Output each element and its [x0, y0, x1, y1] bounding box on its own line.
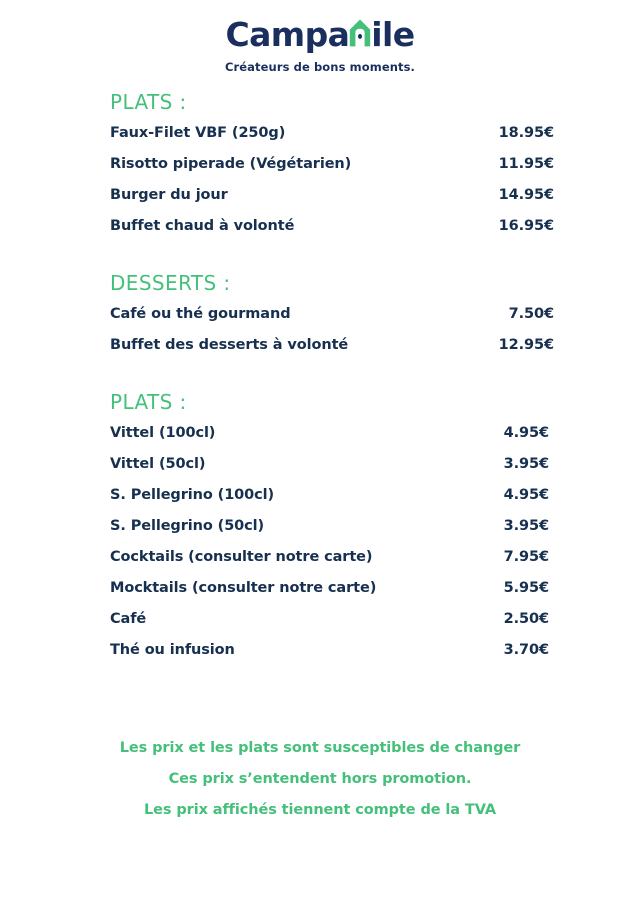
menu-item-row	[110, 642, 554, 673]
menu-item-row	[110, 580, 554, 611]
menu-item-name: Thé ou infusion	[110, 642, 235, 658]
menu-item-name: S. Pellegrino (50cl)	[110, 518, 265, 534]
footer-disclaimer	[0, 733, 640, 826]
menu-item-name: Mocktails (consulter notre carte)	[110, 580, 377, 596]
logo-tagline: Créateurs de bons moments.	[224, 60, 416, 74]
menu-item-row	[110, 456, 554, 487]
menu-sections	[0, 90, 640, 673]
menu-item-price: 7.50€	[508, 306, 554, 322]
menu-item-row	[110, 156, 554, 187]
menu-item-price: 12.95€	[498, 337, 554, 353]
menu-item-name: Café	[110, 611, 147, 627]
menu-section-drinks	[110, 390, 554, 673]
menu-item-price: 3.95€	[503, 518, 549, 534]
menu-item-price: 4.95€	[503, 425, 549, 441]
menu-item-row	[110, 425, 554, 456]
menu-item-price: 4.95€	[503, 487, 549, 503]
menu-item-price: 18.95€	[498, 125, 554, 141]
section-title: PLATS :	[110, 390, 187, 414]
menu-item-row	[110, 549, 554, 580]
menu-item-name: Café ou thé gourmand	[110, 306, 291, 322]
menu-item-row	[110, 187, 554, 218]
section-title: DESSERTS :	[110, 271, 231, 295]
menu-item-price: 3.70€	[503, 642, 549, 658]
menu-item-row	[110, 218, 554, 249]
menu-item-price: 14.95€	[498, 187, 554, 203]
footer-line: Les prix et les plats sont susceptibles de changer	[119, 740, 521, 756]
menu-item-price: 16.95€	[498, 218, 554, 234]
menu-item-row	[110, 337, 554, 368]
menu-item-name: Vittel (50cl)	[110, 456, 206, 472]
menu-item-row	[110, 487, 554, 518]
menu-item-name: Buffet chaud à volonté	[110, 218, 295, 234]
menu-item-name: Risotto piperade (Végétarien)	[110, 156, 352, 172]
menu-item-row	[110, 306, 554, 337]
menu-item-name: Faux-Filet VBF (250g)	[110, 125, 286, 141]
brand-logo	[0, 0, 640, 74]
menu-section-desserts	[110, 271, 554, 368]
menu-item-name: Cocktails (consulter notre carte)	[110, 549, 373, 565]
logo-text-before-n: Campa	[225, 15, 350, 54]
menu-item-name: Vittel (100cl)	[110, 425, 216, 441]
menu-item-row	[110, 125, 554, 156]
menu-item-price: 7.95€	[503, 549, 549, 565]
logo-text-after-n: ile	[371, 15, 415, 54]
menu-item-price: 3.95€	[503, 456, 549, 472]
footer-line: Ces prix s’entendent hors promotion.	[168, 771, 472, 787]
menu-item-row	[110, 611, 554, 642]
menu-item-name: S. Pellegrino (100cl)	[110, 487, 275, 503]
menu-item-row	[110, 518, 554, 549]
logo-wordmark	[225, 15, 415, 54]
menu-item-name: Buffet des desserts à volonté	[110, 337, 349, 353]
menu-item-price: 11.95€	[498, 156, 554, 172]
section-title: PLATS :	[110, 90, 187, 114]
menu-item-name: Burger du jour	[110, 187, 228, 203]
footer-line: Les prix affichés tiennent compte de la TVA	[144, 802, 496, 818]
menu-item-price: 5.95€	[503, 580, 549, 596]
logo-house-n-icon	[349, 16, 371, 46]
menu-section-plats	[110, 90, 554, 249]
menu-item-price: 2.50€	[503, 611, 549, 627]
